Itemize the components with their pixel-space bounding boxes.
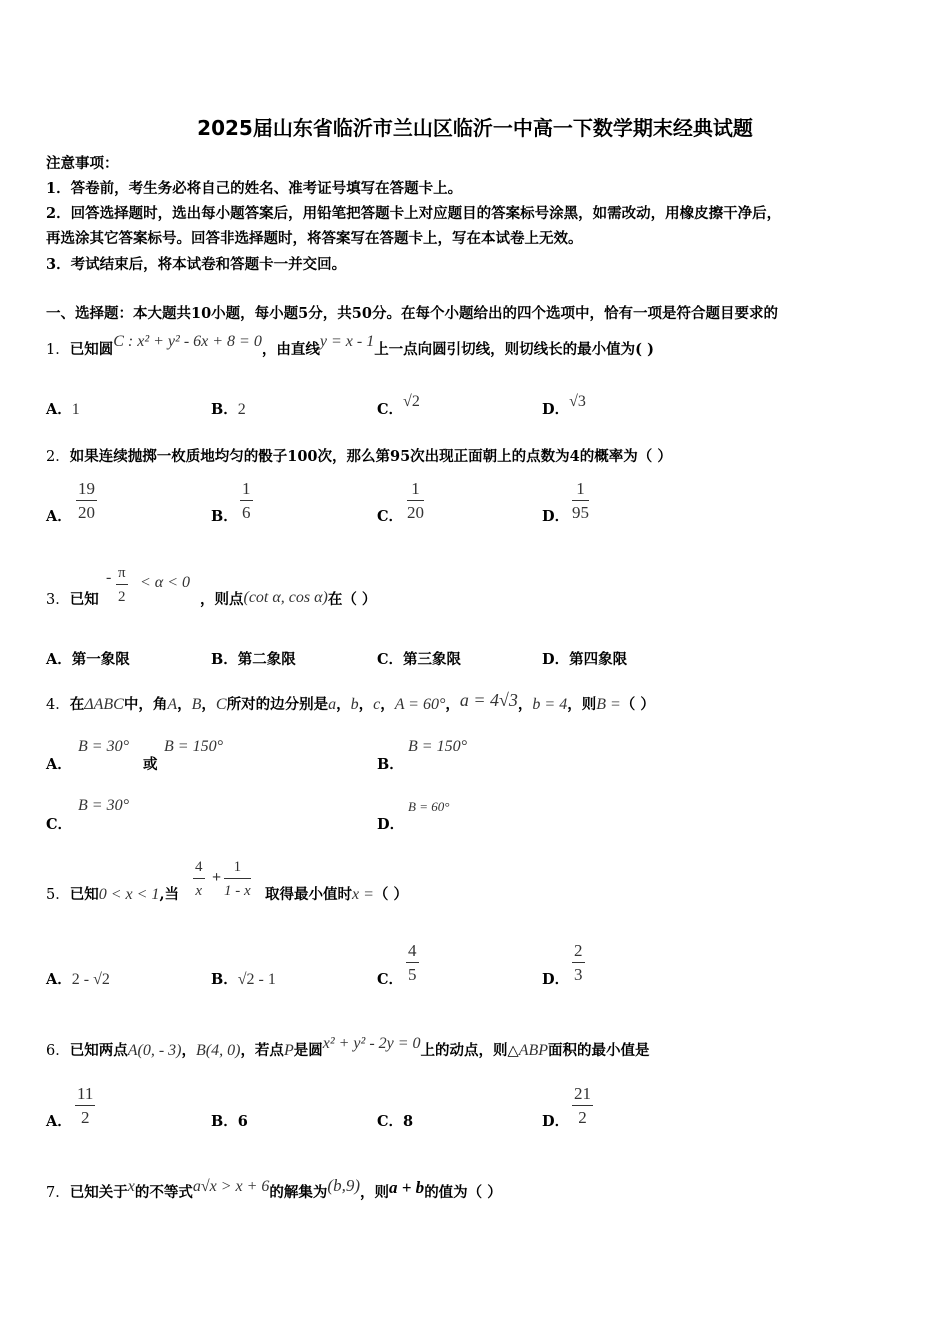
question-7: 7．已知关于x的不等式a√x > x + 6的解集为(b,9)，则a + b的值为（ ） xyxy=(46,1176,502,1201)
notes-item-3: 3．考试结束后，将本试卷和答题卡一并交回。 xyxy=(46,256,347,273)
q3-minus-sign: - xyxy=(106,569,112,586)
q1-option-d[interactable]: D．√3 xyxy=(542,393,586,418)
math-expression: C : x² + y² - 6x + 8 = 0 xyxy=(113,333,262,350)
q3-option-d[interactable]: D．第四象限 xyxy=(542,651,628,668)
q2-option-c[interactable]: C． xyxy=(377,508,404,525)
question-text: 如果连续抛掷一枚质地均匀的骰子100次，那么第95次出现正面朝上的点数为4的概率为（ ） xyxy=(69,448,672,465)
math-expression: B = 60° xyxy=(408,799,450,814)
q2-option-a[interactable]: A． xyxy=(46,508,72,525)
q5-option-c-fraction: $\frac{4}{5}$ xyxy=(408,941,417,984)
section-heading: 一、选择题：本大题共10小题，每小题5分，共50分。在每个小题给出的四个选项中，恰有一项是符合题目要求的 xyxy=(46,305,778,322)
q5-option-c[interactable]: C． xyxy=(377,971,404,988)
math-expression: B = 150° xyxy=(408,738,467,755)
q3-option-a[interactable]: A．第一象限 xyxy=(46,651,130,668)
q6-option-a-fraction: $\frac{11}{2}$ xyxy=(77,1084,94,1127)
q1-option-a[interactable]: A．1 xyxy=(46,401,80,418)
q3-pi-over-2: $\frac{\pi}{2}$ xyxy=(116,562,128,609)
q5-option-a[interactable]: A．2 - √2 xyxy=(46,971,110,988)
q2-option-d[interactable]: D． xyxy=(542,508,570,525)
q5-fraction-2: $\frac{1}{1 - x}$ xyxy=(224,856,251,903)
question-text: ，则点(cot α, cos α)在（ ） xyxy=(200,589,377,608)
math-expression: (cot α, cos α) xyxy=(243,589,328,606)
q2-option-c-fraction: $\frac{1}{20}$ xyxy=(407,479,424,522)
question-5: 5．已知0 < x < 1,当 xyxy=(46,886,179,903)
page-title: 2025届山东省临沂市兰山区临沂一中高一下数学期末经典试题 xyxy=(197,116,753,140)
q4-option-b[interactable]: B． xyxy=(377,756,404,773)
math-expression: B = 30° xyxy=(78,797,129,814)
question-text: 上一点向圆引切线，则切线长的最小值为( ) xyxy=(374,341,654,358)
question-number: 1． xyxy=(46,342,70,358)
q4-option-a[interactable]: A． xyxy=(46,756,72,773)
q3-option-b[interactable]: B．第二象限 xyxy=(211,651,296,668)
q2-option-d-fraction: $\frac{1}{95}$ xyxy=(572,479,589,522)
q2-option-b-fraction: $\frac{1}{6}$ xyxy=(242,479,251,522)
q2-option-a-fraction: $\frac{19}{20}$ xyxy=(78,479,95,522)
q4-option-c[interactable]: C． xyxy=(46,816,73,833)
math-expression: B = 150° xyxy=(164,738,223,755)
question-1 xyxy=(46,333,654,359)
q6-option-a[interactable]: A． xyxy=(46,1113,72,1130)
q5-option-d[interactable]: D． xyxy=(542,971,570,988)
q1-option-b[interactable]: B．2 xyxy=(211,401,246,418)
q5-option-b[interactable]: B．√2 - 1 xyxy=(211,971,276,988)
q5-plus: + xyxy=(212,869,222,886)
notes-item-2a: 2．回答选择题时，选出每小题答案后，用铅笔把答题卡上对应题目的答案标号涂黑，如需改动，用橡皮擦干净后， xyxy=(46,205,782,222)
q4-option-a-or: 或 xyxy=(143,756,158,773)
q6-option-d-fraction: $\frac{21}{2}$ xyxy=(574,1084,591,1127)
notes-item-1: 1．答卷前，考生务必将自己的姓名、准考证号填写在答题卡上。 xyxy=(46,180,463,197)
question-number: 2． xyxy=(46,449,70,465)
q1-option-c[interactable]: C．√2 xyxy=(377,393,420,418)
math-expression: y = x - 1 xyxy=(319,333,375,350)
q4-option-d[interactable]: D． xyxy=(377,816,405,833)
q6-option-b[interactable]: B．6 xyxy=(211,1113,248,1130)
q6-option-c[interactable]: C．8 xyxy=(377,1113,414,1130)
q3-option-c[interactable]: C．第三象限 xyxy=(377,651,462,668)
q2-option-b[interactable]: B． xyxy=(211,508,238,525)
question-3 xyxy=(46,588,99,609)
q5-option-d-fraction: $\frac{2}{3}$ xyxy=(574,941,583,984)
math-expression: B = 30° xyxy=(78,738,129,755)
question-text: ，由直线 xyxy=(261,341,320,358)
question-4: 4．在ΔABC中，角A，B，C所对的边分别是a，b，c，A = 60°，a = 4√3，b = 4，则B =（ ） xyxy=(46,690,655,713)
question-number: 3． xyxy=(46,592,70,608)
question-6: 6．已知两点A(0, - 3)，B(4, 0)，若点P是圆x² + y² - 2y = 0上的动点，则△ABP面积的最小值是 xyxy=(46,1035,650,1059)
notes-item-2b: 再选涂其它答案标号。回答非选择题时，将答案写在答题卡上，写在本试卷上无效。 xyxy=(46,230,583,247)
question-text: 取得最小值时x =（ ） xyxy=(265,886,408,903)
q5-fraction-1: $\frac{4}{x}$ xyxy=(193,856,205,903)
q6-option-d[interactable]: D． xyxy=(542,1113,570,1130)
question-text: 已知 xyxy=(69,591,99,608)
math-expression: < α < 0 xyxy=(140,574,190,591)
question-2 xyxy=(46,445,672,466)
question-text: 已知圆 xyxy=(69,341,114,358)
notes-heading: 注意事项： xyxy=(46,155,119,172)
